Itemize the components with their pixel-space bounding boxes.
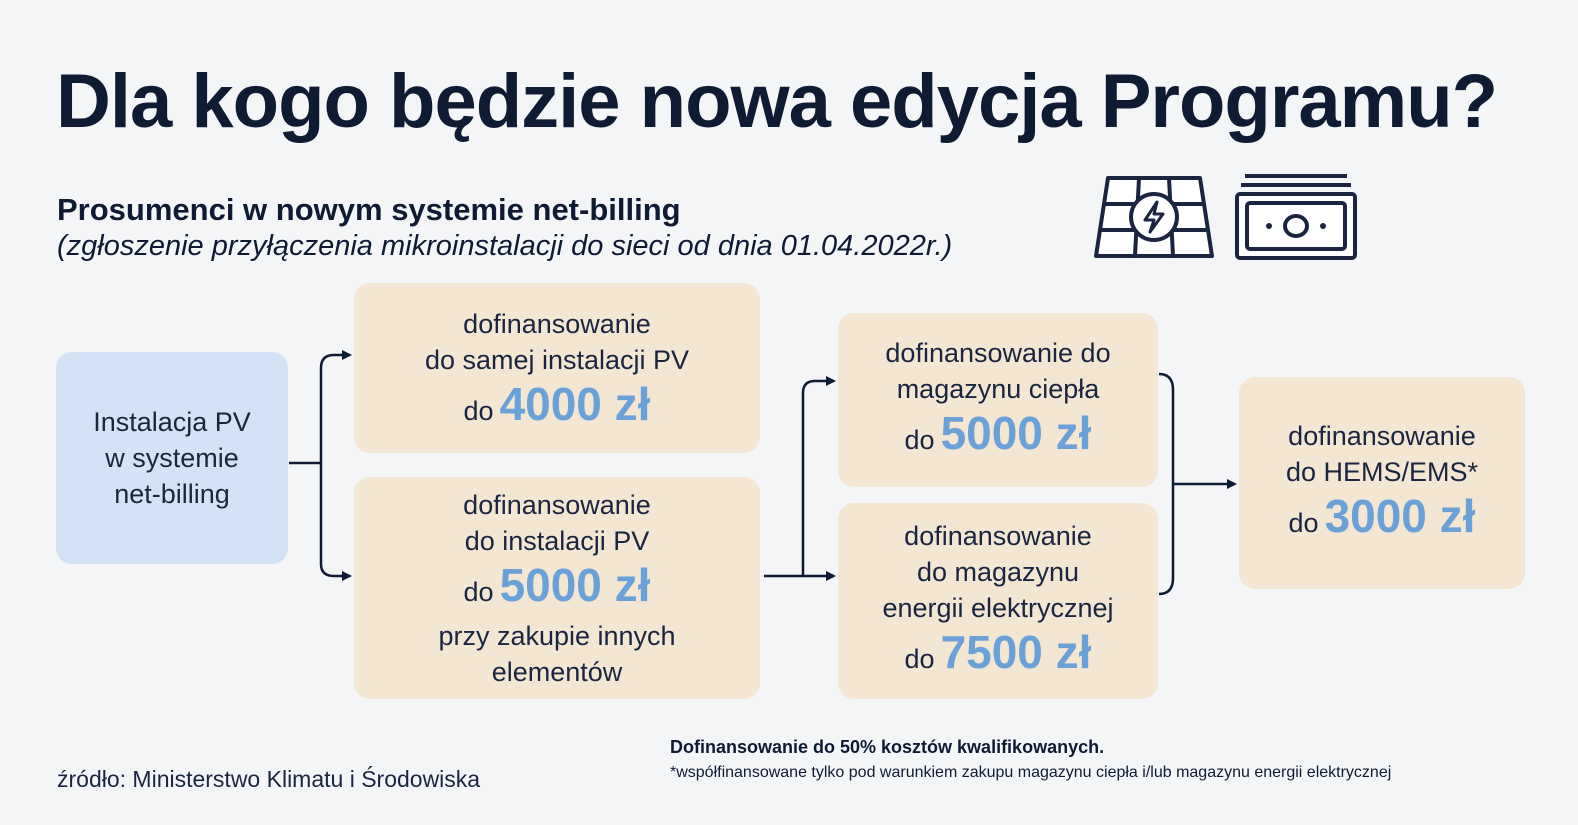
amount-prefix: do: [904, 643, 935, 674]
box-pv-plus: [354, 477, 760, 699]
amount-line: [905, 407, 1092, 466]
amount-prefix: do: [1288, 507, 1319, 538]
amount-line: [464, 378, 651, 437]
amount-value: 7500 zł: [940, 625, 1092, 678]
amount-line: [1289, 490, 1476, 549]
amount-line: [464, 559, 651, 618]
box-text-line: elementów: [491, 656, 623, 687]
footnote-cofinancing: Dofinansowanie do 50% kosztów kwalifikowanych.: [670, 737, 1105, 757]
bracket-storages: [1159, 374, 1173, 594]
start-box-line: w systemie: [105, 443, 239, 473]
amount-prefix: do: [904, 424, 935, 455]
box-text-line: dofinansowanie: [1288, 420, 1476, 451]
amount-line: [905, 626, 1092, 685]
start-box-line: net-billing: [114, 479, 230, 509]
box-text-line: dofinansowanie: [904, 520, 1092, 551]
box-energy-storage: [838, 503, 1158, 699]
page-title: Dla kogo będzie nowa edycja Programu?: [56, 59, 1498, 144]
subtitle-note: (zgłoszenie przyłączenia mikroinstalacji do sieci od dnia 01.04.2022r.): [57, 230, 953, 262]
amount-value: 5000 zł: [499, 558, 651, 611]
subtitle: Prosumenci w nowym systemie net-billing: [57, 192, 681, 227]
arrow-to-pv-plus: [321, 463, 350, 576]
box-text-line: magazynu ciepła: [896, 373, 1100, 404]
box-text-line: dofinansowanie do: [885, 337, 1111, 368]
box-heat-storage: [838, 313, 1158, 487]
box-text-line: do samej instalacji PV: [424, 344, 690, 375]
start-box-line: Instalacja PV: [93, 407, 251, 437]
amount-value: 4000 zł: [499, 377, 651, 430]
arrow-to-pv-only: [321, 355, 350, 463]
source-note: źródło: Ministerstwo Klimatu i Środowiska: [57, 766, 481, 792]
start-box-pv-net-billing: [56, 352, 288, 564]
amount-prefix: do: [463, 395, 494, 426]
amount-value: 3000 zł: [1324, 489, 1476, 542]
footnote-condition: *współfinansowane tylko pod warunkiem zakupu magazynu ciepła i/lub magazynu energii elektrycznej: [670, 764, 1392, 781]
arrow-to-heat-storage: [803, 381, 834, 576]
box-text-line: do instalacji PV: [464, 525, 650, 556]
amount-prefix: do: [463, 576, 494, 607]
box-text-line: do magazynu: [916, 556, 1080, 587]
box-text-line: dofinansowanie: [463, 489, 651, 520]
amount-value: 5000 zł: [940, 406, 1092, 459]
box-text-line: energii elektrycznej: [882, 592, 1114, 623]
box-text-line: do HEMS/EMS*: [1285, 456, 1479, 487]
box-text-line: dofinansowanie: [463, 308, 651, 339]
box-pv-only: [354, 283, 760, 453]
box-text-line: przy zakupie innych: [438, 620, 676, 651]
box-hems: [1239, 377, 1525, 589]
